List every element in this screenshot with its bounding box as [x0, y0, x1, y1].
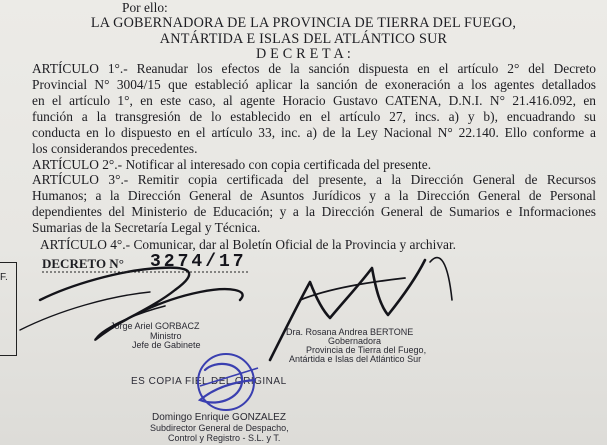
por-ello-text: Por ello: — [122, 0, 168, 15]
article-3-line-1: ARTÍCULO 3°.- Remitir copia certificada del presente, a la Dirección General de Recursos — [32, 172, 596, 187]
copy-stamp: ES COPIA FIEL DEL ORIGINAL — [131, 376, 287, 387]
header-line-2: ANTÁRTIDA E ISLAS DEL ATLÁNTICO SUR — [159, 31, 448, 47]
article-1-line-3: en el artículo 1°, en este caso, al agente Horacio Gustavo CATENA, D.N.I. N° 21.416.092, en — [32, 93, 596, 108]
right-signature — [270, 260, 425, 360]
signatory-left-role-1: Ministro — [150, 331, 182, 341]
article-4-line-1: ARTÍCULO 4°.- Comunicar, dar al Boletín Oficial de la Provincia y archivar. — [40, 237, 457, 252]
article-3-line-4: Sumarias de la Secretaría Legal y Técnica. — [32, 220, 261, 235]
article-2-line-1: ARTÍCULO 2°.- Notificar al interesado con copia certificada del presente. — [32, 157, 432, 172]
signatory-left-role-2: Jefe de Gabinete — [132, 340, 201, 350]
signatory-right-name: Dra. Rosana Andrea BERTONE — [286, 327, 414, 337]
signatory-right-role-3: Antártida e Islas del Atlántico Sur — [289, 354, 422, 364]
article-1-line-5: conducta en lo dispuesto en el artículo 33, inc. a) de la Ley Nacional N° 22.140. Ello conforme a — [32, 125, 596, 140]
article-1-line-4: función a la transgresión de lo establecido en el artículo 27, incs. a) y b), encuadrando su — [32, 109, 596, 124]
margin-mark: F. — [0, 272, 8, 283]
article-3-line-3: dependientes del Ministerio de Educación; y a la Dirección General de Sumarios e Informaciones — [32, 204, 596, 219]
article-1-line-1: ARTÍCULO 1°.- Reanudar los efectos de la sanción dispuesta en el artículo 2° del Decreto — [32, 61, 596, 76]
signatory-right-role-2: Provincia de Tierra del Fuego, — [306, 345, 427, 355]
signatory-right-role-1: Gobernadora — [328, 336, 382, 346]
article-1-line-6: los considerandos precedentes. — [32, 141, 198, 156]
article-1-line-2: Provincial N° 3004/15 que estableció aplicar la sanción de exoneración a los agentes detallados — [32, 77, 596, 92]
certifier-role-1: Subdirector General de Despacho, — [150, 423, 289, 433]
certifier-name: Domingo Enrique GONZALEZ — [152, 412, 286, 423]
left-signature — [40, 268, 243, 340]
article-3-line-2: Humanos; a la Dirección General de Asuntos Jurídicos y a la Dirección General de Personal — [32, 188, 596, 203]
signatory-left-name: Jorge Ariel GORBACZ — [110, 321, 200, 331]
certifier-role-2: Control y Registro - S.L. y T. — [168, 433, 281, 443]
decreto-number: 3274/17 — [150, 252, 247, 272]
decreto-label: DECRETO N° — [42, 256, 124, 271]
header-decreta: D E C R E T A : — [255, 46, 352, 62]
header-line-1: LA GOBERNADORA DE LA PROVINCIA DE TIERRA DEL FUEGO, — [90, 15, 517, 31]
